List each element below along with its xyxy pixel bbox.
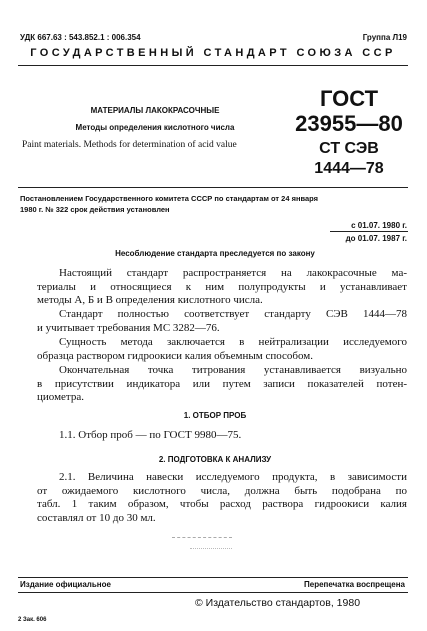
footer-rule-bottom <box>18 592 408 593</box>
essence-paragraph <box>37 336 407 363</box>
stamp-mark-dots <box>190 548 232 549</box>
gost-label: ГОСТ <box>319 86 379 111</box>
essence-line-2: образца раствором гидроокиси калия объемным способом. <box>37 349 313 362</box>
endpoint-line-1: Окончательная точка титрования устанавливается визуально <box>59 364 407 376</box>
standard-org-title: ГОСУДАРСТВЕННЫЙ СТАНДАРТ СОЮЗА ССР <box>30 47 396 59</box>
compliance-line-2: и учитывает требования МС 3282—76. <box>37 321 220 334</box>
compliance-paragraph <box>37 308 407 335</box>
essence-line-1: Сущность метода заключается в нейтрализации исследуемого <box>59 336 407 348</box>
decree-line-1: Постановлением Государственного комитета СССР по стандартам от 24 января <box>20 194 319 203</box>
section-2-paragraph <box>37 471 407 525</box>
section-2-title: 2. ПОДГОТОВКА К АНАЛИЗУ <box>158 455 272 464</box>
endpoint-paragraph <box>37 364 407 405</box>
title-rule <box>18 187 408 188</box>
endpoint-line-3: циометра. <box>37 391 84 403</box>
document-title-english: Paint materials. Methods for determination of acid value <box>22 140 237 150</box>
intro-paragraph <box>37 267 407 308</box>
section-2-line-4: составлял от 10 до 30 мл. <box>37 511 156 524</box>
header-rule <box>18 65 408 66</box>
sev-label: СТ СЭВ <box>319 140 379 157</box>
section-2-line-2: от ожидаемого кислотного числа, должна быть подобрана по <box>37 484 407 497</box>
stamp-mark-line <box>172 537 232 538</box>
document-title: МАТЕРИАЛЫ ЛАКОКРАСОЧНЫЕ <box>90 106 220 115</box>
legal-warning: Несоблюдение стандарта преследуется по закону <box>115 249 315 258</box>
order-number: 2 Зак. 606 <box>18 617 47 623</box>
section-1-text: 1.1. Отбор проб — по ГОСТ 9980—75. <box>59 429 242 441</box>
official-edition-label: Издание официальное <box>20 580 111 589</box>
validity-to: до 01.07. 1987 г. <box>345 234 407 243</box>
group-code: Группа Л19 <box>362 33 407 42</box>
intro-line-2: териалы и относящиеся к ним полупродукты и устанавливает <box>37 280 407 293</box>
endpoint-line-2: в присутствии индикатора или путем записи показателей потен- <box>37 377 407 390</box>
section-2-line-1: 2.1. Величина навески исследуемого продукта, в зависимости <box>59 471 407 483</box>
section-2-line-3: табл. 1 таким образом, чтобы расход раствора гидроокиси калия <box>37 498 407 510</box>
sev-number: 1444—78 <box>314 160 384 177</box>
udk-code: УДК 667.63 : 543.852.1 : 006.354 <box>20 33 141 42</box>
footer-rule-top <box>18 577 408 578</box>
section-1-title: 1. ОТБОР ПРОБ <box>183 411 247 420</box>
validity-rule <box>330 231 408 232</box>
intro-line-1: Настоящий стандарт распространяется на лакокрасочные ма- <box>59 267 407 279</box>
intro-line-3: методы А, Б и В определения кислотного числа. <box>37 294 263 306</box>
document-subtitle: Методы определения кислотного числа <box>75 123 235 132</box>
compliance-line-1: Стандарт полностью соответствует стандарту СЭВ 1444—78 <box>59 308 407 320</box>
gost-number: 23955—80 <box>295 111 403 136</box>
copyright-line: © Издательство стандартов, 1980 <box>195 597 361 609</box>
validity-from: с 01.07. 1980 г. <box>351 221 407 230</box>
reprint-prohibited-label: Перепечатка воспрещена <box>304 580 405 589</box>
decree-line-2: 1980 г. № 322 срок действия установлен <box>20 205 170 214</box>
